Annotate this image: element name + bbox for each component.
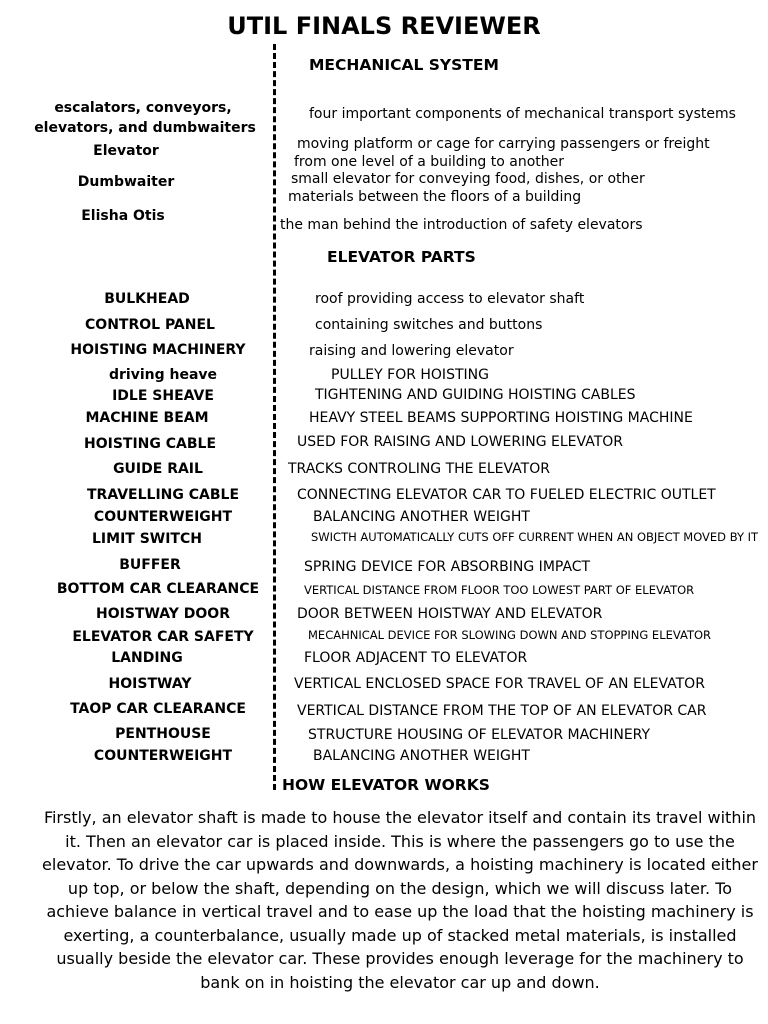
part-definition: SPRING DEVICE FOR ABSORBING IMPACT <box>304 559 591 575</box>
part-term: COUNTERWEIGHT <box>93 509 233 525</box>
term-line: escalators, conveyors, <box>54 100 232 116</box>
part-definition: containing switches and buttons <box>315 317 543 333</box>
part-term: CONTROL PANEL <box>85 317 215 333</box>
part-term: BUFFER <box>119 557 181 573</box>
mechanical-system-heading: MECHANICAL SYSTEM <box>309 56 499 74</box>
part-definition: BALANCING ANOTHER WEIGHT <box>313 748 530 764</box>
term-line: Elevator <box>93 143 159 159</box>
part-term: IDLE SHEAVE <box>112 388 214 404</box>
part-definition: FLOOR ADJACENT TO ELEVATOR <box>304 650 528 666</box>
part-definition: CONNECTING ELEVATOR CAR TO FUELED ELECTRIC OUTLET <box>297 487 716 503</box>
page-title: UTIL FINALS REVIEWER <box>227 12 541 40</box>
definition-line: materials between the floors of a building <box>288 189 582 205</box>
part-term: HOISTWAY <box>108 676 192 692</box>
part-definition: HEAVY STEEL BEAMS SUPPORTING HOISTING MACHINE <box>309 410 693 426</box>
part-definition: SWICTH AUTOMATICALLY CUTS OFF CURRENT WHEN AN OBJECT MOVED BY IT <box>311 530 759 544</box>
dashed-divider-line <box>273 44 276 790</box>
term-line: Dumbwaiter <box>77 174 175 190</box>
part-term: PENTHOUSE <box>115 726 211 742</box>
part-term: driving heave <box>108 367 218 383</box>
part-term: HOISTWAY DOOR <box>96 606 230 622</box>
part-term: HOISTING CABLE <box>83 436 217 452</box>
part-term: COUNTERWEIGHT <box>93 748 233 764</box>
part-definition: STRUCTURE HOUSING OF ELEVATOR MACHINERY <box>308 727 651 743</box>
part-definition: DOOR BETWEEN HOISTWAY AND ELEVATOR <box>297 606 603 622</box>
part-definition: raising and lowering elevator <box>309 343 514 359</box>
definition-line: the man behind the introduction of safety elevators <box>280 217 643 233</box>
part-definition: roof providing access to elevator shaft <box>315 291 585 307</box>
definition-line: four important components of mechanical transport systems <box>309 106 736 122</box>
part-term: TRAVELLING CABLE <box>86 487 240 503</box>
part-term: GUIDE RAIL <box>113 461 203 477</box>
part-term: ELEVATOR CAR SAFETY <box>72 629 254 645</box>
term-line: Elisha Otis <box>81 208 165 224</box>
part-definition: VERTICAL ENCLOSED SPACE FOR TRAVEL OF AN ELEVATOR <box>294 676 705 692</box>
definition-line: from one level of a building to another <box>294 154 565 170</box>
part-definition: TIGHTENING AND GUIDING HOISTING CABLES <box>315 387 636 403</box>
elevator-parts-heading: ELEVATOR PARTS <box>327 248 476 266</box>
how-elevator-works-paragraph: Firstly, an elevator shaft is made to house the elevator itself and contain its travel within it. Then an elevator car is placed inside. This is where the passengers go to use the elevator. To drive the car upwards and downwards, a hoisting machinery is located either up top, or below the shaft, depending on the design, which we will discuss later. To achieve balance in vertical travel and to ease up the load that the hoisting machinery is exerting, a counterbalance, usually made up of stacked metal materials, is installed usually beside the elevator car. These provides enough leverage for the machinery to bank on in hoisting the elevator car up and down. <box>42 808 758 992</box>
how-elevator-works-heading: HOW ELEVATOR WORKS <box>282 776 490 794</box>
term-line: elevators, and dumbwaiters <box>34 120 256 136</box>
part-term: MACHINE BEAM <box>85 410 209 426</box>
part-definition: TRACKS CONTROLING THE ELEVATOR <box>288 461 550 477</box>
part-term: BULKHEAD <box>104 291 190 307</box>
part-definition: PULLEY FOR HOISTING <box>331 367 489 383</box>
part-definition: BALANCING ANOTHER WEIGHT <box>313 509 530 525</box>
part-term: HOISTING MACHINERY <box>70 342 246 358</box>
definition-line: small elevator for conveying food, dishes, or other <box>291 171 645 187</box>
part-term: LIMIT SWITCH <box>92 531 202 547</box>
part-term: TAOP CAR CLEARANCE <box>70 701 246 717</box>
part-definition: MECAHNICAL DEVICE FOR SLOWING DOWN AND STOPPING ELEVATOR <box>308 628 712 642</box>
part-term: LANDING <box>111 650 183 666</box>
definition-line: moving platform or cage for carrying passengers or freight <box>297 136 710 152</box>
part-term: BOTTOM CAR CLEARANCE <box>56 581 260 597</box>
part-definition: VERTICAL DISTANCE FROM FLOOR TOO LOWEST PART OF ELEVATOR <box>304 583 695 597</box>
part-definition: VERTICAL DISTANCE FROM THE TOP OF AN ELEVATOR CAR <box>297 703 707 719</box>
part-definition: USED FOR RAISING AND LOWERING ELEVATOR <box>297 434 623 450</box>
